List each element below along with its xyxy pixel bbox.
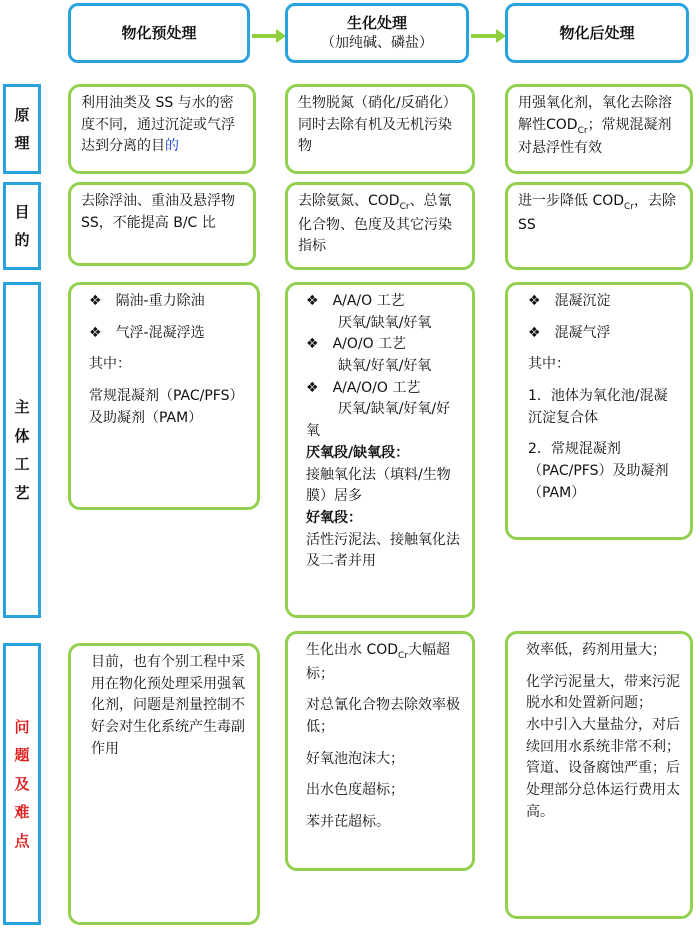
purpose-pre-text: 去除浮油、重油及悬浮物 SS，不能提高 B/C 比 bbox=[81, 193, 235, 231]
row-label-purpose: 目 的 bbox=[3, 182, 41, 270]
process-post-bullet: ❖ 混凝气浮 bbox=[528, 323, 680, 345]
row-label-problems: 问 题 及 难 点 bbox=[3, 643, 41, 925]
diamond-bullet-icon: ❖ bbox=[528, 293, 541, 309]
process-bio-item: ❖ A/O/O 工艺 bbox=[306, 334, 462, 356]
problems-pre-text: 目前，也有个别工程中采用在物化预处理采用强氧化剂，问题是剂量控制不好会对生化系统产生毒副作用 bbox=[91, 654, 245, 757]
cell-purpose-pre bbox=[68, 182, 256, 266]
problems-bio-item: 对总氰化合物去除效率极低； bbox=[306, 697, 460, 736]
principle-bio-text: 生物脱氮（硝化/反硝化）同时去除有机及无机污染物 bbox=[298, 95, 457, 155]
process-post-note: 其中： bbox=[528, 356, 570, 373]
cell-process-bio bbox=[285, 282, 475, 618]
header-biological-sub: （加纯碱、磷盐） bbox=[321, 34, 433, 51]
diamond-bullet-icon: ❖ bbox=[306, 379, 319, 396]
process-bio-item-sub: 厌氧/缺氧/好氧 bbox=[338, 314, 432, 331]
arrow-bio-to-post bbox=[471, 34, 498, 38]
process-pre-bullet: ❖ 气浮-混凝浮选 bbox=[89, 323, 247, 345]
header-biological-label: 生化处理 bbox=[346, 13, 407, 32]
purpose-bio-text: 去除氨氮、$COD_{Cr}$、总氰化合物、色度及其它污染指标 bbox=[298, 193, 452, 255]
cell-principle-bio bbox=[285, 84, 475, 174]
header-posttreatment-label: 物化后处理 bbox=[559, 23, 635, 42]
header-biological bbox=[285, 3, 469, 63]
process-post-item: 1．池体为氧化池/混凝沉淀复合体 bbox=[528, 388, 668, 426]
problems-post-item: 化学污泥量大，带来污泥脱水和处置新问题； bbox=[526, 673, 680, 712]
process-bio-item: ❖ A/A/O/O 工艺 bbox=[306, 378, 462, 400]
process-bio-item: ❖ A/A/O 工艺 bbox=[306, 291, 462, 313]
diamond-bullet-icon: ❖ bbox=[306, 293, 319, 309]
problems-bio-item: 出水色度超标； bbox=[306, 782, 404, 799]
diamond-bullet-icon: ❖ bbox=[89, 324, 102, 341]
header-posttreatment bbox=[505, 3, 689, 63]
principle-pre-tail: 的 bbox=[165, 138, 179, 155]
arrow-pre-to-bio bbox=[252, 34, 278, 38]
diamond-bullet-icon: ❖ bbox=[306, 336, 319, 353]
principle-pre-text: 利用油类及 SS 与水的密度不同，通过沉淀或气浮达到分离的目 bbox=[81, 95, 235, 155]
header-pretreatment-label: 物化预处理 bbox=[121, 23, 197, 42]
cell-problems-pre bbox=[68, 643, 260, 925]
cell-purpose-post bbox=[505, 182, 693, 270]
cell-problems-post bbox=[505, 631, 693, 919]
diamond-bullet-icon: ❖ bbox=[89, 293, 102, 309]
process-bio-item-sub: 厌氧/缺氧/好氧/好氧 bbox=[306, 401, 451, 440]
process-bio-heading: 好氧段： bbox=[306, 509, 362, 526]
cell-problems-bio bbox=[285, 631, 475, 871]
cell-process-pre bbox=[68, 282, 260, 510]
problems-bio-item: 生化出水 $COD_{Cr}$大幅超标； bbox=[306, 642, 451, 682]
process-post-bullet: ❖ 混凝沉淀 bbox=[528, 291, 680, 313]
row-label-process: 主 体 工 艺 bbox=[3, 282, 41, 618]
process-bio-text: 接触氧化法（填料/生物膜）居多 bbox=[306, 466, 451, 505]
purpose-post-text: 进一步降低 $COD_{Cr}$，去除 SS bbox=[518, 193, 677, 233]
process-post-item: 2．常规混凝剂（PAC/PFS）及助凝剂（PAM） bbox=[528, 441, 669, 501]
process-bio-item-sub: 缺氧/好氧/好氧 bbox=[338, 358, 432, 375]
process-bio-text: 活性污泥法、接触氧化法及二者并用 bbox=[306, 531, 460, 570]
diamond-bullet-icon: ❖ bbox=[528, 324, 541, 341]
problems-post-item: 管道、设备腐蚀严重；后处理部分总体运行费用太高。 bbox=[526, 760, 680, 820]
cell-principle-pre bbox=[68, 84, 256, 174]
principle-post-text: 用强氧化剂，氧化去除溶解性$COD_{Cr}$；常规混凝剂对悬浮性有效 bbox=[518, 95, 672, 157]
problems-post-item: 水中引入大量盐分，对后续回用水系统非常不利； bbox=[526, 717, 680, 755]
problems-bio-item: 苯并芘超标。 bbox=[306, 814, 390, 831]
problems-post-item: 效率低，药剂用量大； bbox=[526, 642, 666, 658]
header-pretreatment bbox=[68, 3, 250, 63]
cell-principle-post bbox=[505, 84, 693, 174]
cell-process-post bbox=[505, 282, 693, 540]
problems-bio-item: 好氧池泡沫大； bbox=[306, 750, 404, 767]
process-pre-bullet: ❖ 隔油-重力除油 bbox=[89, 291, 247, 313]
process-bio-heading: 厌氧段/缺氧段： bbox=[306, 444, 410, 461]
process-pre-detail: 常规混凝剂（PAC/PFS）及助凝剂（PAM） bbox=[89, 388, 244, 426]
row-label-principle: 原 理 bbox=[3, 84, 41, 174]
cell-purpose-bio bbox=[285, 182, 475, 270]
process-pre-note: 其中： bbox=[89, 356, 131, 373]
